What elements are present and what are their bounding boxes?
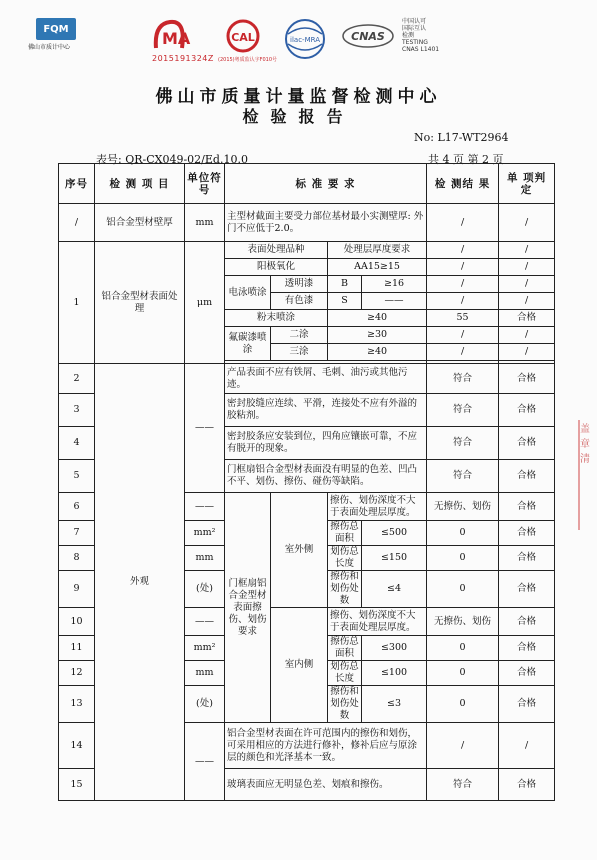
ilac-mra-logo xyxy=(280,18,330,60)
verdict-cell: 合格 xyxy=(499,460,555,493)
anodize-requirement: AA15≥15 xyxy=(328,259,427,276)
report-number: No: L17-WT2964 xyxy=(414,131,509,144)
limit-cell: ≤4 xyxy=(362,571,427,608)
verdict-cell: / xyxy=(499,293,555,310)
verdict-cell: 合格 xyxy=(499,571,555,608)
table-row xyxy=(59,364,555,394)
seq-cell: 13 xyxy=(59,686,95,723)
verdict-cell: 合格 xyxy=(499,769,555,801)
cnas-caption-line: 检测 xyxy=(402,32,415,39)
result-cell: 0 xyxy=(427,661,499,686)
unit-cell: mm² xyxy=(185,636,225,661)
verdict-cell: 合格 xyxy=(499,310,555,327)
requirement-cell: 铝合金型材表面在许可范围内的擦伤和划伤，可采用相应的方法进行修补，修补后应与原涂层的颜色和光泽基本一致。 xyxy=(225,723,427,769)
color-paint-requirement: —— xyxy=(362,293,427,310)
requirement-cell: 划伤总长度 xyxy=(328,546,362,571)
verdict-cell: 合格 xyxy=(499,608,555,636)
verdict-cell: / xyxy=(499,723,555,769)
surface-type-header: 表面处理品种 xyxy=(225,242,328,259)
result-cell: / xyxy=(427,293,499,310)
inner-side-label: 室内侧 xyxy=(271,608,328,723)
result-cell: / xyxy=(427,204,499,242)
result-cell: 0 xyxy=(427,546,499,571)
header-item: 检 测 项 目 xyxy=(95,164,185,204)
seq-cell: 11 xyxy=(59,636,95,661)
result-cell: 0 xyxy=(427,636,499,661)
result-cell: 无擦伤、划伤 xyxy=(427,608,499,636)
cal-logo xyxy=(218,18,268,54)
fluorocarbon-label: 氟碳漆喷涂 xyxy=(225,327,271,361)
three-coat-requirement: ≥40 xyxy=(328,344,427,361)
seq-cell: 9 xyxy=(59,571,95,608)
seq-cell: 6 xyxy=(59,493,95,521)
seq-cell: 10 xyxy=(59,608,95,636)
color-paint-grade: S xyxy=(328,293,362,310)
result-cell: 0 xyxy=(427,686,499,723)
clear-paint-grade: B xyxy=(328,276,362,293)
cma-logo xyxy=(152,18,212,52)
verdict-cell: 合格 xyxy=(499,394,555,427)
verdict-cell: 合格 xyxy=(499,686,555,723)
unit-cell: mm xyxy=(185,661,225,686)
cnas-logo xyxy=(342,24,394,48)
verdict-cell: 合格 xyxy=(499,493,555,521)
seq-cell: 2 xyxy=(59,364,95,394)
unit-cell: mm xyxy=(185,546,225,571)
side-seal-stamp: 盖 章 清 xyxy=(578,420,596,530)
requirement-cell: 擦伤和划伤处数 xyxy=(328,571,362,608)
three-coat-label: 三涂 xyxy=(271,344,328,361)
verdict-cell: / xyxy=(499,204,555,242)
seq-cell: / xyxy=(59,204,95,242)
result-cell: 符合 xyxy=(427,364,499,394)
limit-cell: ≤3 xyxy=(362,686,427,723)
result-cell: 0 xyxy=(427,571,499,608)
seq-cell: 4 xyxy=(59,427,95,460)
result-cell: 无擦伤、划伤 xyxy=(427,493,499,521)
limit-cell: ≤500 xyxy=(362,521,427,546)
fqm-caption: 佛山市质计中心 xyxy=(28,44,71,51)
powder-coating-requirement: ≥40 xyxy=(328,310,427,327)
powder-coating-label: 粉末喷涂 xyxy=(225,310,328,327)
requirement-cell: 密封胶条应安装到位，四角应镶嵌可靠，不应有脱开的现象。 xyxy=(225,427,427,460)
seq-cell: 14 xyxy=(59,723,95,769)
table-row xyxy=(59,242,555,259)
requirement-cell: 擦伤和划伤处数 xyxy=(328,686,362,723)
scratch-group-label: 门框扇铝合金型材表面擦伤、划伤要求 xyxy=(225,493,271,723)
two-coat-label: 二涂 xyxy=(271,327,328,344)
seq-cell: 12 xyxy=(59,661,95,686)
unit-cell: —— xyxy=(185,723,225,801)
unit-cell: μm xyxy=(185,242,225,364)
unit-cell: mm xyxy=(185,204,225,242)
cnas-logo-text: CNAS xyxy=(351,30,385,43)
result-cell: 符合 xyxy=(427,394,499,427)
seq-cell: 7 xyxy=(59,521,95,546)
result-cell: 符合 xyxy=(427,427,499,460)
result-cell: / xyxy=(427,259,499,276)
requirement-cell: 划伤总长度 xyxy=(328,661,362,686)
requirement-cell: 产品表面不应有铁屑、毛刺、油污或其他污迹。 xyxy=(225,364,427,394)
page-info: 共 4 页 第 2 页 xyxy=(428,153,504,166)
item-cell: 铝合金型材表面处理 xyxy=(95,242,185,364)
electrophoresis-label: 电泳喷涂 xyxy=(225,276,271,310)
result-cell: / xyxy=(427,242,499,259)
verdict-cell: / xyxy=(499,344,555,361)
header-verdict: 单 项判 定 xyxy=(499,164,555,204)
fqm-logo: FQM xyxy=(36,18,76,40)
requirement-cell: 门框扇铝合金型材表面没有明显的色差、凹凸不平、划伤、擦伤、碰伤等缺陷。 xyxy=(225,460,427,493)
unit-cell: —— xyxy=(185,364,225,493)
unit-cell: —— xyxy=(185,493,225,521)
color-paint-label: 有色漆 xyxy=(271,293,328,310)
clear-paint-requirement: ≥16 xyxy=(362,276,427,293)
item-cell: 铝合金型材壁厚 xyxy=(95,204,185,242)
two-coat-requirement: ≥30 xyxy=(328,327,427,344)
cnas-caption-line: 国际互认 xyxy=(402,25,427,32)
verdict-cell: 合格 xyxy=(499,427,555,460)
limit-cell: ≤150 xyxy=(362,546,427,571)
verdict-cell: 合格 xyxy=(499,364,555,394)
requirement-cell: 玻璃表面应无明显色差、划痕和擦伤。 xyxy=(225,769,427,801)
verdict-cell: 合格 xyxy=(499,521,555,546)
seq-cell: 5 xyxy=(59,460,95,493)
seq-cell: 8 xyxy=(59,546,95,571)
requirement-cell: 擦伤总面积 xyxy=(328,521,362,546)
anodize-label: 阳极氧化 xyxy=(225,259,328,276)
form-number: 表号: QR-CX049-02/Ed.10.0 xyxy=(96,153,248,166)
cal-number: (2015)粤质监认字F010号 xyxy=(218,57,278,63)
organization-title: 佛山市质量计量监督检测中心 xyxy=(155,87,442,107)
result-cell: 0 xyxy=(427,521,499,546)
unit-cell: —— xyxy=(185,608,225,636)
result-cell: 55 xyxy=(427,310,499,327)
verdict-cell: 合格 xyxy=(499,636,555,661)
verdict-cell: / xyxy=(499,242,555,259)
inspection-table xyxy=(58,163,555,801)
requirement-cell: 擦伤总面积 xyxy=(328,636,362,661)
ilac-logo-text: ilac-MRA xyxy=(290,36,320,44)
seq-cell: 3 xyxy=(59,394,95,427)
verdict-cell: 合格 xyxy=(499,661,555,686)
item-cell: 外观 xyxy=(95,364,185,801)
cma-number: 2015191324Z xyxy=(152,54,214,63)
seq-cell: 15 xyxy=(59,769,95,801)
cnas-caption-line: TESTING xyxy=(402,39,428,46)
surface-thickness-header: 处理层厚度要求 xyxy=(328,242,427,259)
cal-logo-text: CAL xyxy=(231,31,255,44)
cnas-caption xyxy=(402,18,439,53)
verdict-cell: / xyxy=(499,276,555,293)
result-cell: / xyxy=(427,276,499,293)
verdict-cell: / xyxy=(499,259,555,276)
result-cell: / xyxy=(427,723,499,769)
header-requirement: 标 准 要 求 xyxy=(225,164,427,204)
table-row xyxy=(59,204,555,242)
requirement-cell: 主型材截面主要受力部位基材最小实测壁厚: 外门不应低于2.0。 xyxy=(225,204,427,242)
clear-paint-label: 透明漆 xyxy=(271,276,328,293)
requirement-cell: 擦伤、划伤深度不大于表面处理层厚度。 xyxy=(328,608,427,636)
verdict-cell: 合格 xyxy=(499,546,555,571)
unit-cell: (处) xyxy=(185,571,225,608)
cma-logo-text: MA xyxy=(162,29,191,48)
result-cell: / xyxy=(427,327,499,344)
document-title: 检验报告 xyxy=(242,107,355,126)
requirement-cell: 密封胶缝应连续、平滑，连接处不应有外溢的胶粘剂。 xyxy=(225,394,427,427)
seq-cell: 1 xyxy=(59,242,95,364)
unit-cell: (处) xyxy=(185,686,225,723)
outer-side-label: 室外侧 xyxy=(271,493,328,608)
limit-cell: ≤100 xyxy=(362,661,427,686)
requirement-cell: 擦伤、划伤深度不大于表面处理层厚度。 xyxy=(328,493,427,521)
result-cell: 符合 xyxy=(427,769,499,801)
header-seq: 序号 xyxy=(59,164,95,204)
cnas-caption-line: CNAS L1401 xyxy=(402,46,440,53)
table-header-row xyxy=(59,164,555,204)
result-cell: 符合 xyxy=(427,460,499,493)
header-result: 检 测结 果 xyxy=(427,164,499,204)
limit-cell: ≤300 xyxy=(362,636,427,661)
unit-cell: mm² xyxy=(185,521,225,546)
result-cell: / xyxy=(427,344,499,361)
verdict-cell: / xyxy=(499,327,555,344)
header-unit: 单位符号 xyxy=(185,164,225,204)
cnas-caption-line: 中国认可 xyxy=(402,18,427,25)
